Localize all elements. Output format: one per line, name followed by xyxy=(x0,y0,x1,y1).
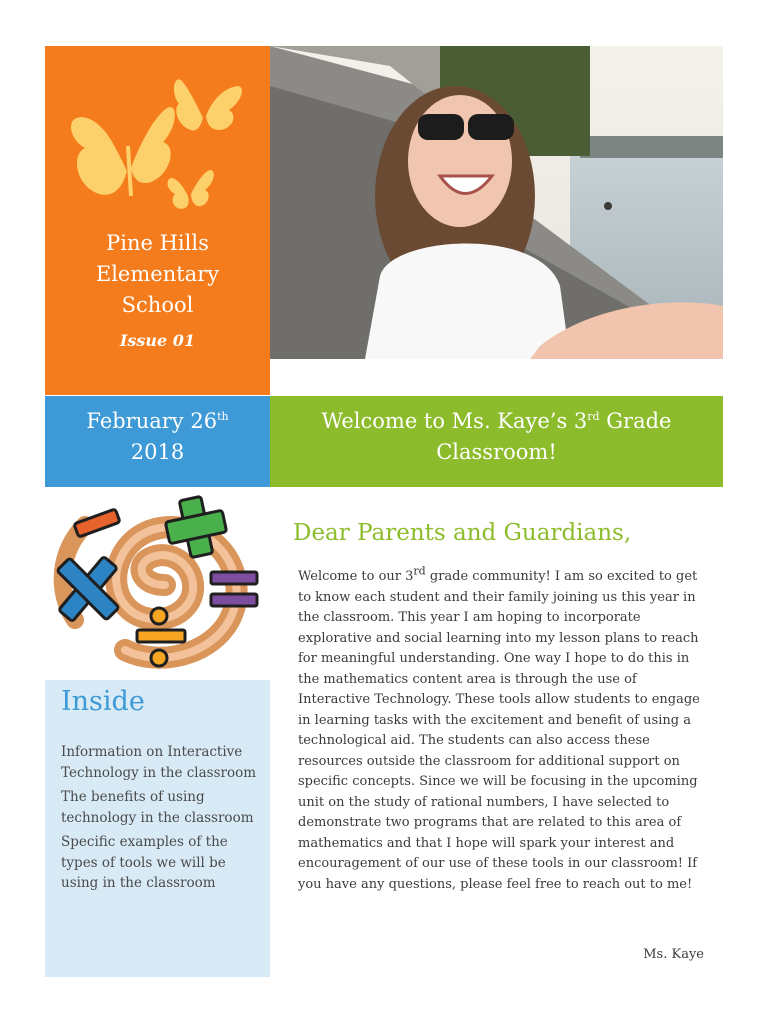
issue-number: Issue 01 xyxy=(119,331,196,350)
welcome-banner xyxy=(270,396,723,487)
letter-body xyxy=(298,564,706,895)
date-line xyxy=(45,406,270,437)
school-name-line: School xyxy=(121,293,194,317)
butterflies-graphic xyxy=(45,46,270,226)
welcome-text-part: Grade xyxy=(599,409,672,433)
inside-sidebar xyxy=(45,680,270,977)
grade-suffix: rd xyxy=(413,564,426,578)
inside-title: Inside xyxy=(61,686,145,717)
letter-heading: Dear Parents and Guardians, xyxy=(293,520,632,546)
butterfly-icon xyxy=(174,79,242,130)
letter-text: Welcome to our 3 xyxy=(298,569,414,584)
welcome-line: Classroom! xyxy=(436,440,557,464)
date-suffix: th xyxy=(217,410,229,423)
welcome-text-part: Welcome to Ms. Kaye’s 3 xyxy=(321,409,588,433)
math-symbols-illustration xyxy=(45,490,270,680)
butterfly-icon xyxy=(168,170,214,209)
date-year: 2018 xyxy=(130,440,185,464)
school-name xyxy=(45,228,270,321)
school-name-line: Elementary xyxy=(95,262,220,286)
welcome-line xyxy=(270,406,723,437)
list-item: The benefits of using technology in the classroom xyxy=(61,789,254,826)
inside-list xyxy=(61,742,266,898)
list-item: Information on Interactive Technology in the classroom xyxy=(61,744,257,781)
school-name-line: Pine Hills xyxy=(106,231,209,255)
minus-icon xyxy=(74,509,120,537)
date-month-day: February 26 xyxy=(86,409,218,433)
teacher-photo xyxy=(270,46,723,359)
list-item: Specific examples of the types of tools we will be using in the classroom xyxy=(61,834,228,891)
butterfly-icon xyxy=(71,107,175,196)
signature: Ms. Kaye xyxy=(643,947,704,962)
grade-suffix: rd xyxy=(587,410,600,423)
issue-date-block xyxy=(45,396,270,487)
school-header-block xyxy=(45,46,270,395)
welcome-title xyxy=(270,406,723,468)
issue-date xyxy=(45,406,270,468)
letter-text: grade community! I am so excited to get to know each student and their family joining us this year in the classroom. This year I am hoping to incorporate explorative and social learning into my lesson plans to reach for meaningful understanding. One way I hope to do this in the mathematics content area is through the use of Interactive Technology. These tools allow students to engage in learning tasks with the excitement and benefit of using a technological aid. The students can also access these resources outside the classroom for additional support on specific concepts. Since we will be focusing in the upcoming unit on the study of rational numbers, I have selected to demonstrate two programs that are related to this area of mathematics and that I hope will spark your interest and encouragement of our use of these tools in our classroom! If you have any questions, please feel free to reach out to me! xyxy=(298,569,700,892)
